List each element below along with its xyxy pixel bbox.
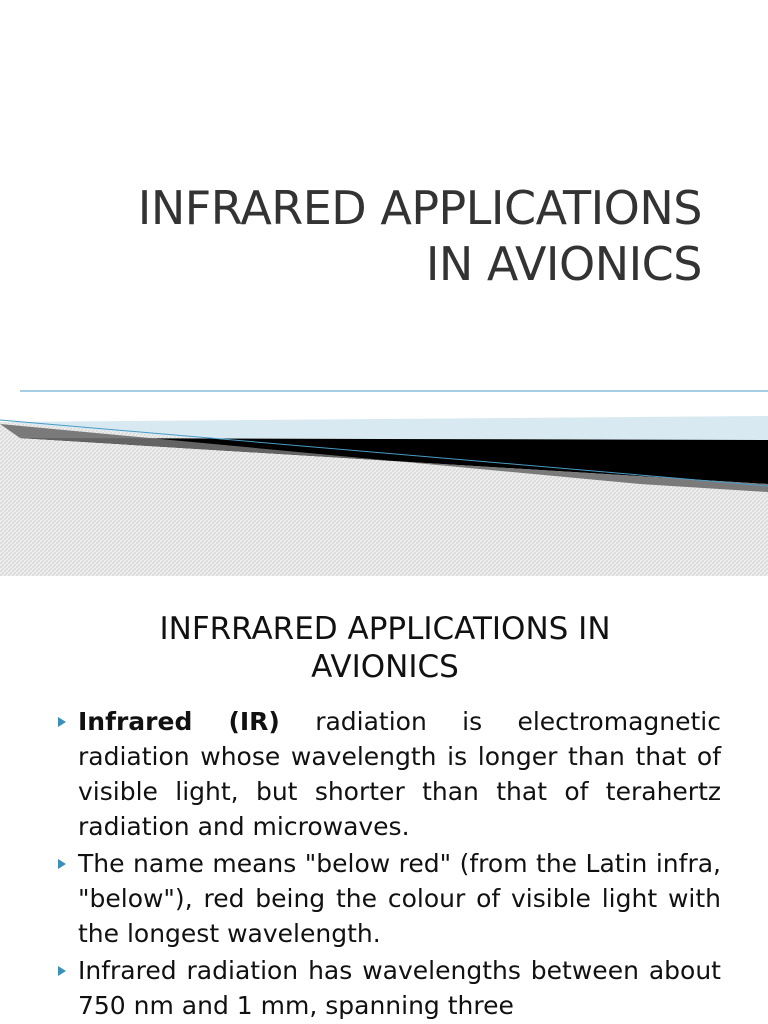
title-line-1: INFRARED APPLICATIONS	[137, 181, 702, 235]
bullet-item	[56, 953, 721, 1023]
title-slide-heading	[22, 180, 702, 292]
bullet-arrow-icon	[58, 717, 66, 727]
content-title-line-1: INFRRARED APPLICATIONS IN	[159, 611, 611, 647]
bullet-item	[56, 846, 721, 951]
bullet-text: radiation is electromagnetic radiation whose wavelength is longer than that of visible light, but shorter than that of terahertz radiation and microwaves.	[78, 707, 721, 841]
content-slide	[0, 576, 768, 1024]
content-slide-heading	[40, 610, 730, 686]
bullet-text: Infrared radiation has wavelengths between about 750 nm and 1 mm, spanning three	[78, 956, 721, 1020]
bullet-item	[56, 704, 721, 844]
bullet-arrow-icon	[58, 966, 66, 976]
bullet-text: The name means "below red" (from the Latin infra, "below"), red being the colour of visible light with the longest wavelength.	[78, 849, 721, 948]
bullet-arrow-icon	[58, 859, 66, 869]
bullet-list	[56, 704, 721, 1024]
content-title-line-2: AVIONICS	[311, 649, 459, 685]
decorative-banner	[0, 380, 768, 576]
bullet-bold-text: Infrared (IR)	[78, 707, 280, 736]
title-line-2: IN AVIONICS	[425, 237, 702, 291]
